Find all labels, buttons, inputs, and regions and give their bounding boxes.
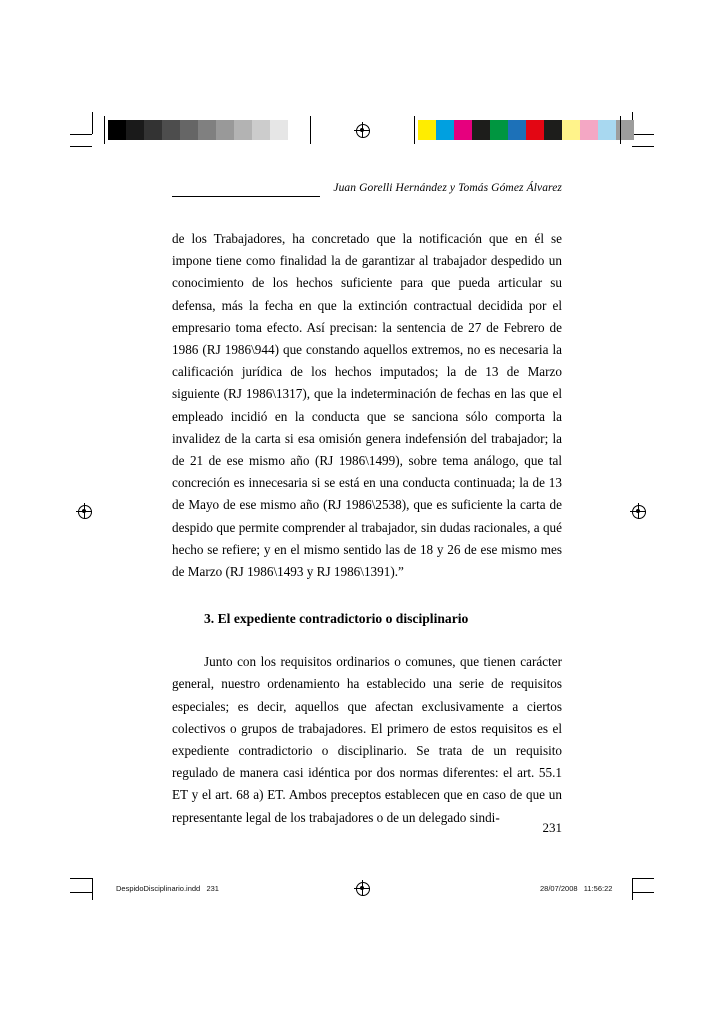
gray-bar-tick-right: [310, 116, 311, 144]
registration-mark-bottom: [354, 880, 370, 896]
color-bar-tick-left: [414, 116, 415, 144]
crop-mark-top-left-horizontal: [70, 134, 92, 135]
gray-swatch-9: [270, 120, 288, 140]
crop-mark-top-left-vertical: [92, 112, 93, 134]
color-swatch-6: [526, 120, 544, 140]
page-number: 231: [542, 820, 562, 835]
gray-swatch-2: [144, 120, 162, 140]
crop-mark-bottom-left-vertical: [92, 878, 93, 900]
color-swatch-0: [418, 120, 436, 140]
color-swatch-2: [454, 120, 472, 140]
color-swatch-5: [508, 120, 526, 140]
crop-mark-bottom-right-vertical: [632, 878, 633, 900]
color-swatch-11: [616, 120, 634, 140]
color-bar-tick-right: [620, 116, 621, 144]
registration-mark-left: [76, 503, 92, 519]
grayscale-calibration-bar: [108, 120, 306, 140]
gray-swatch-3: [162, 120, 180, 140]
gray-swatch-8: [252, 120, 270, 140]
gray-swatch-10: [288, 120, 306, 140]
gray-swatch-6: [216, 120, 234, 140]
running-head-rule: [172, 196, 320, 197]
body-paragraph-1: de los Trabajadores, ha concretado que la notificación que en él se impone tiene como finalidad la de garantizar al trabajador despedido un conocimiento de los hechos suficiente para que pueda articular su defensa, más la fecha en que la extinción contractual decidida por el empresario toma efecto. Así precisan: la sentencia de 27 de Febrero de 1986 (RJ 1986\944) que constando aquellos extremos, no es necesaria la calificación jurídica de los hechos imputados; la de 13 de Marzo siguiente (RJ 1986\1317), que la indeterminación de fechas en las que el empleado incidió en la conducta que se sanciona sólo comporta la invalidez de la carta si esa omisión genera indefensión del trabajador; la de 21 de ese mismo año (RJ 1986\1499), sobre tema análogo, que tal concreción es innecesaria si se está en una conducta continuada; la de 13 de Mayo de ese mismo año (RJ 1986\2538), que es suficiente la carta de despido que permite comprender al trabajador, sin dudas racionales, a qué hecho se refiere; y en el mismo sentido las de 18 y 26 de ese mismo mes de Marzo (RJ 1986\1493 y RJ 1986\1391).”: [172, 231, 562, 580]
crop-mark-bottom-right-horizontal: [632, 878, 654, 879]
color-calibration-bar: [418, 120, 634, 140]
gray-swatch-5: [198, 120, 216, 140]
gray-bar-tick-left: [104, 116, 105, 144]
body-paragraph-2: Junto con los requisitos ordinarios o comunes, que tienen carácter general, nuestro ordenamiento ha establecido una serie de requisitos especiales; es decir, aquellos que afectan exclusivamente a ciertos colectivos o grupos de trabajadores. El primero de estos requisitos es el expediente contradictorio o disciplinario. Se trata de un requisito regulado de manera casi idéntica por dos normas diferentes: el art. 55.1 ET y el art. 68 a) ET. Ambos preceptos establecen que en caso de que un representante legal de los trabajadores o de un delegado sindi-: [172, 654, 562, 825]
crop-mark-bottom-left-horizontal-2: [70, 892, 92, 893]
gray-swatch-7: [234, 120, 252, 140]
gray-swatch-0: [108, 120, 126, 140]
color-swatch-1: [436, 120, 454, 140]
footer-timestamp-slug: 28/07/2008 11:56:22: [540, 884, 613, 893]
registration-mark-right: [630, 503, 646, 519]
color-swatch-8: [562, 120, 580, 140]
registration-mark-top: [354, 122, 370, 138]
gray-swatch-1: [126, 120, 144, 140]
running-head: Juan Gorelli Hernández y Tomás Gómez Álvarez: [333, 182, 562, 194]
page-body: [172, 228, 562, 829]
crop-mark-top-left-horizontal-2: [70, 146, 92, 147]
color-swatch-7: [544, 120, 562, 140]
crop-mark-bottom-left-horizontal: [70, 878, 92, 879]
crop-mark-bottom-right-horizontal-2: [632, 892, 654, 893]
crop-mark-top-right-horizontal-2: [632, 146, 654, 147]
color-swatch-9: [580, 120, 598, 140]
gray-swatch-4: [180, 120, 198, 140]
footer-file-slug: DespidoDisciplinario.indd 231: [116, 884, 219, 893]
color-swatch-10: [598, 120, 616, 140]
color-swatch-3: [472, 120, 490, 140]
section-heading: 3. El expediente contradictorio o disciplinario: [204, 611, 469, 627]
color-swatch-4: [490, 120, 508, 140]
crop-mark-top-right-horizontal: [632, 134, 654, 135]
